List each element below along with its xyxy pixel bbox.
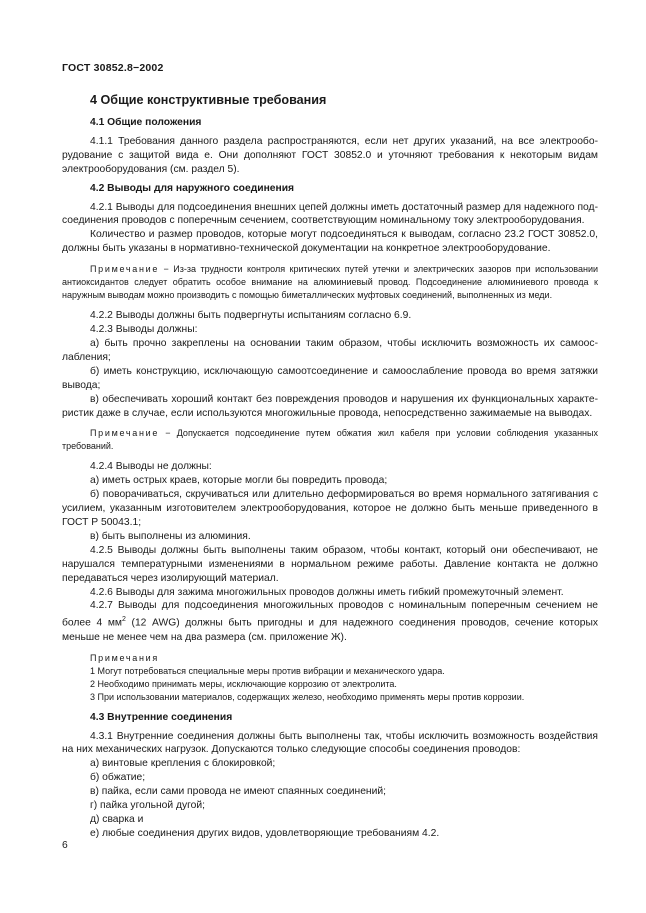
paragraph-4-2-3-b: б) иметь конструкцию, исключающую самоотсоединение и самоослабление провода во время затяжки вывода;: [62, 365, 598, 391]
paragraph-4-2-3-a: а) быть прочно закреплены на основании таким образом, чтобы исключить возможность их самоослабления;: [62, 337, 598, 363]
section-4-title: 4 Общие конструктивные требования: [90, 93, 327, 107]
notes-label: Примечания: [90, 652, 159, 663]
note-1-text: − Из-за трудности контроля критических путей утечки и электрических зазоров при использовании антиоксидантов следует обратить особое внимание на алюминиевый провод. Подсоединение алюминиевого провода к наружным выводам можно производить с помощью биметаллических муфтовых соединений, выполненных из меди.: [62, 264, 598, 301]
note-item: 2 Необходимо принимать меры, исключающие коррозию от электролита.: [90, 678, 397, 689]
section-4-2-title: 4.2 Выводы для наружного соединения: [90, 182, 295, 194]
note-item: 3 При использовании материалов, содержащих железо, необходимо применять меры против коррозии.: [90, 691, 525, 702]
note-2: [62, 427, 598, 453]
note-item: 1 Могут потребоваться специальные меры против вибрации и механического удара.: [90, 665, 445, 676]
note-2-text: − Допускается подсоединение путем обжатия жил кабеля при условии соблюдения указанных требований.: [62, 428, 598, 452]
paragraph-4-2-4-b: б) поворачиваться, скручиваться или длительно деформироваться во время нормального затягивания с усилием, указанным изготовителем электрооборудования, которое не должно быть меньше приведенного в ГОСТ Р 50043.1;: [62, 489, 598, 529]
paragraph-4-2-6: 4.2.6 Выводы для зажима многожильных проводов должны иметь гибкий промежуточный элемент.: [90, 586, 564, 598]
paragraph-4-2-7: 4.2.7 Выводы для подсоединения многожильных проводов с номинальным поперечным сечением не более 4 $мм^2$ (12 AWG) должны быть пригодны и для надежного соединения проводов, сечение которых меньше не менее чем на два размера (см. приложение Ж).: [62, 600, 599, 643]
section-4-3-title: 4.3 Внутренние соединения: [90, 711, 233, 723]
list-item: в) пайка, если сами провода не имеют спаянных соединений;: [90, 786, 386, 798]
list-item: д) сварка и: [90, 813, 144, 825]
document-body: [62, 92, 598, 841]
paragraph-4-2-3-c: в) обеспечивать хороший контакт без повреждения проводов и нарушения их функциональных характеристик даже в случае, если используются многожильные провода, непосредственно зажимаемые на выводах.: [62, 393, 598, 419]
list-item: е) любые соединения других видов, удовлетворяющие требованиям 4.2.: [90, 827, 440, 839]
list-item: а) винтовые крепления с блокировкой;: [90, 758, 276, 770]
list-item: г) пайка угольной дугой;: [90, 800, 206, 812]
paragraph-4-2-3: 4.2.3 Выводы должны:: [90, 324, 198, 336]
document-header: ГОСТ 30852.8−2002: [62, 62, 164, 74]
page-number: 6: [62, 840, 68, 851]
paragraph-4-2-4-c: в) быть выполнены из алюминия.: [90, 530, 251, 542]
paragraph-4-2-5: 4.2.5 Выводы должны быть выполнены таким образом, чтобы контакт, который они обеспечивают, не нарушался температурными изменениями в нормальном режиме работы. Давление контакта не должно передаваться через изолирующий материал.: [62, 544, 598, 584]
section-4-1-title: 4.1 Общие положения: [90, 117, 202, 128]
note-1: [62, 263, 598, 302]
paragraph-4-2-2: 4.2.2 Выводы должны быть подвергнуты испытаниям согласно 6.9.: [90, 310, 412, 322]
paragraph-4-2-4: 4.2.4 Выводы не должны:: [90, 461, 212, 473]
paragraph-4-1-1: 4.1.1 Требования данного раздела распространяются, если нет других указаний, на все электрооборудование с защитой вида e. Они дополняют ГОСТ 30852.0 и уточняют требования к некоторым видам электрооборудования (см. раздел 5).: [62, 135, 598, 175]
paragraph-4-3-1: 4.3.1 Внутренние соединения должны быть выполнены так, чтобы исключить возможность воздействия на них механических нагрузок. Допускаются только следующие способы соединения проводов:: [62, 730, 598, 756]
note-2-label: Примечание: [90, 428, 160, 439]
paragraph-4-2-1-b: Количество и размер проводов, которые могут подсоединяться к выводам, согласно 23.2 ГОСТ 30852.0, должны быть указаны в нормативно-технической документации на конкретное электрооборудование.: [62, 229, 598, 255]
list-item: б) обжатие;: [90, 772, 146, 784]
note-1-label: Примечание: [90, 264, 160, 275]
paragraph-4-2-4-a: а) иметь острых краев, которые могли бы повредить провода;: [90, 475, 388, 487]
paragraph-4-2-1: 4.2.1 Выводы для подсоединения внешних цепей должны иметь достаточный размер для надежного подсоединения проводов с поперечным сечением, соответствующим номинальному току электрооборудования.: [62, 201, 598, 227]
